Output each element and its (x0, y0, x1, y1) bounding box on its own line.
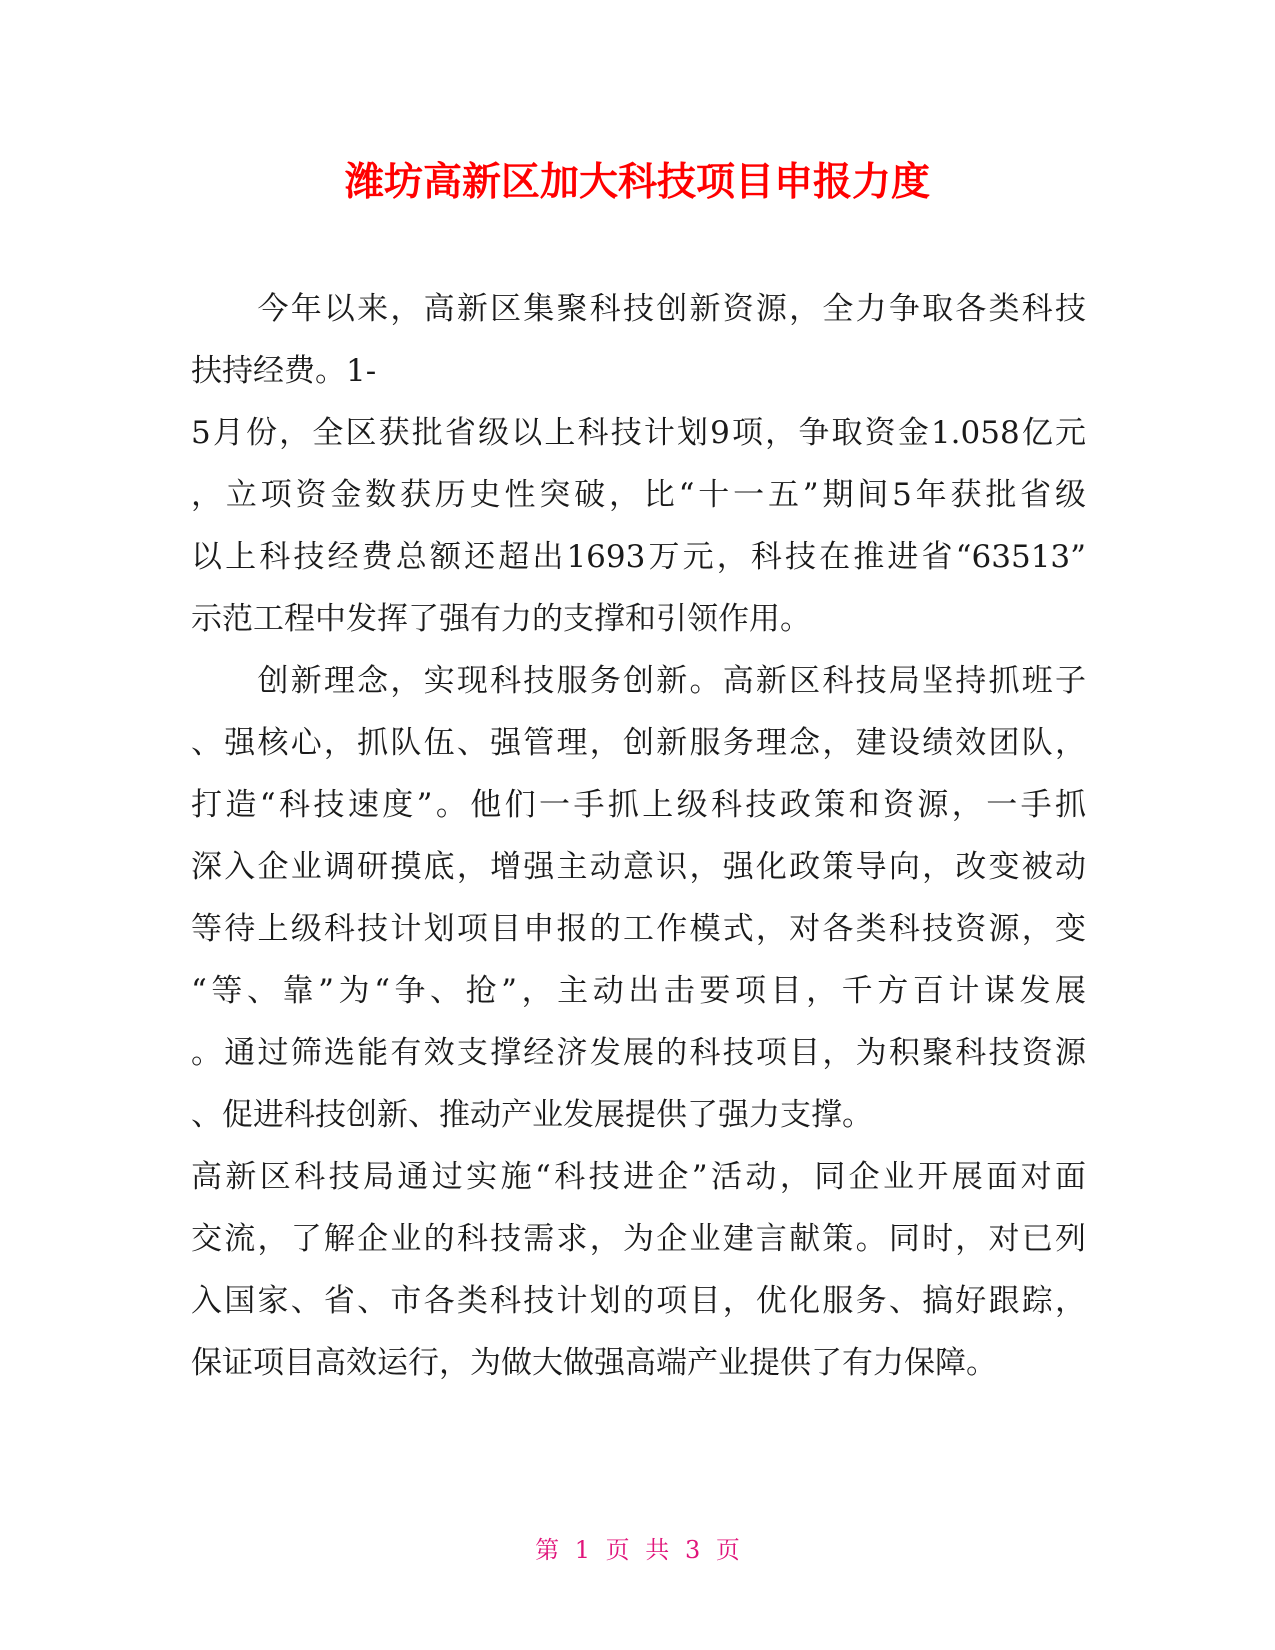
body-line: 今年以来，高新区集聚科技创新资源，全力争取各类科技 (191, 291, 1086, 327)
document-title: 潍坊高新区加大科技项目申报力度 (344, 160, 930, 205)
body-line: 入国家、省、市各类科技计划的项目，优化服务、搞好跟踪， (191, 1283, 1086, 1319)
body-line: 5月份，全区获批省级以上科技计划9项，争取资金1.058亿元 (191, 415, 1086, 451)
body-line: 保证项目高效运行，为做大做强高端产业提供了有力保障。 (191, 1345, 997, 1381)
body-line: 示范工程中发挥了强有力的支撑和引领作用。 (191, 601, 811, 637)
page-footer: 第 1 页 共 3 页 (535, 1536, 740, 1564)
body-line: 等待上级科技计划项目申报的工作模式，对各类科技资源，变 (191, 911, 1086, 947)
body-line: 高新区科技局通过实施“科技进企”活动，同企业开展面对面 (191, 1159, 1086, 1195)
body-line: 、强核心，抓队伍、强管理，创新服务理念，建设绩效团队， (191, 725, 1086, 761)
body-line: 创新理念，实现科技服务创新。高新区科技局坚持抓班子 (191, 663, 1086, 699)
body-line: 。通过筛选能有效支撑经济发展的科技项目，为积聚科技资源 (191, 1035, 1086, 1071)
body-line: 深入企业调研摸底，增强主动意识，强化政策导向，改变被动 (191, 849, 1086, 885)
body-line: 以上科技经费总额还超出1693万元，科技在推进省“63513” (191, 539, 1086, 575)
body-line: 打造“科技速度”。他们一手抓上级科技政策和资源，一手抓 (191, 787, 1086, 823)
body-line: 、促进科技创新、推动产业发展提供了强力支撑。 (191, 1097, 873, 1133)
body-line: “等、靠”为“争、抢”，主动出击要项目，千方百计谋发展 (191, 973, 1086, 1009)
body-line: ，立项资金数获历史性突破，比“十一五”期间5年获批省级 (191, 477, 1086, 513)
body-line: 交流，了解企业的科技需求，为企业建言献策。同时，对已列 (191, 1221, 1086, 1257)
body-line: 扶持经费。1- (191, 353, 377, 389)
